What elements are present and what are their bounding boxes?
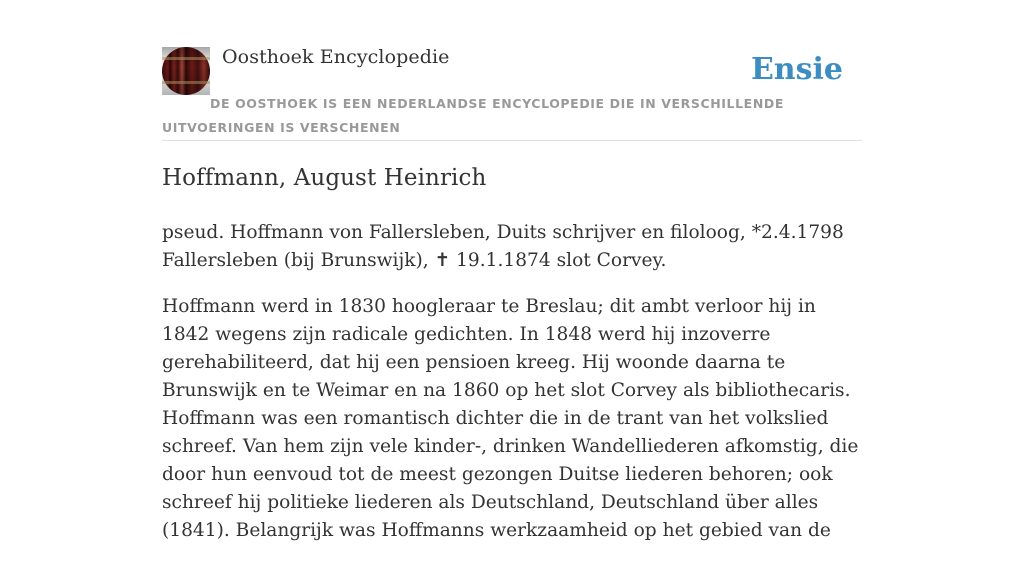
article-paragraph: Hoffmann werd in 1830 hoogleraar te Breslau; dit ambt verloor hij in 1842 wegens zijn radicale gedichten. In 1848 werd hij inzoverre gerehabiliteerd, dat hij een pensioen kreeg. Hij woonde daarna te Brunswijk en te Weimar en na 1860 op het slot Corvey als bibliothecaris. Hoffmann was een romantisch dichter die in de trant van het volkslied schreef. Van hem zijn vele kinder-, drinken Wandelliederen afkomstig, die door hun eenvoud tot de meest gezongen Duitse liederen behoren; ook schreef hij politieke liederen als Deutschland, Deutschland über alles (1841). Belangrijk was Hoffmanns werkzaamheid op het gebied van de [162,296,859,541]
site-tagline: DE OOSTHOEK IS EEN NEDERLANDSE ENCYCLOPEDIE DIE IN VERSCHILLENDE UITVOERINGEN IS VERSCHENEN [162,96,784,135]
encyclopedia-books-icon[interactable] [162,47,210,95]
article [162,160,867,563]
avatar-shade [162,47,210,95]
site-header [162,44,862,141]
article-title: Hoffmann, August Heinrich [162,165,487,191]
site-title-link[interactable]: Oosthoek Encyclopedie [222,46,450,68]
brand-logo-link[interactable]: Ensie [750,52,843,87]
article-paragraph: pseud. Hoffmann von Fallersleben, Duits schrijver en filoloog, *2.4.1798 Fallersleben (bij Brunswijk), ✝ 19.1.1874 slot Corvey. [162,222,844,271]
